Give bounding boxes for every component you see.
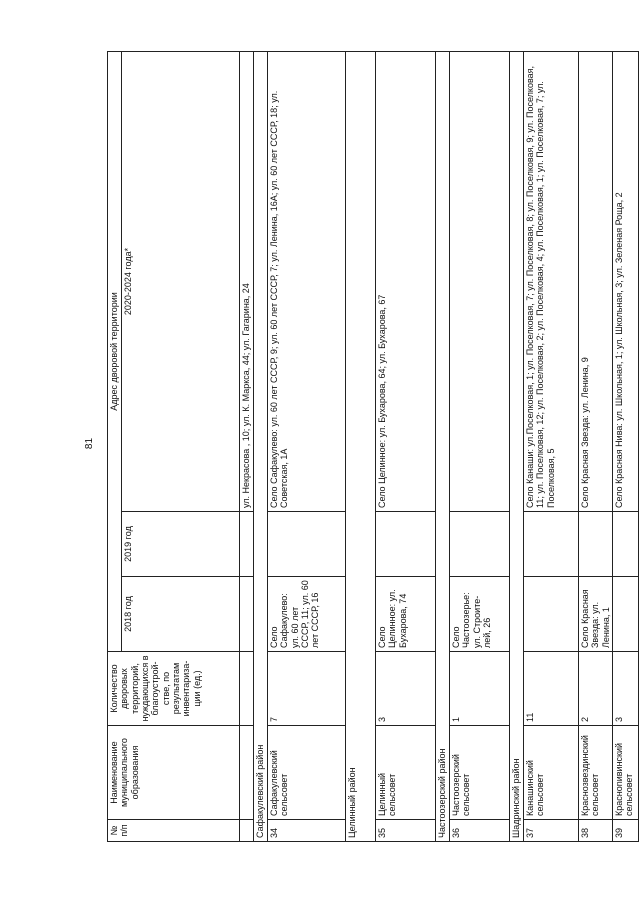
cell-num: 38 [579,820,613,842]
cell-num: 35 [376,820,436,842]
cell-name [240,726,254,820]
region-row [254,52,268,842]
table-row [579,52,613,842]
cell-count: 7 [268,652,346,726]
cell-count: 11 [524,652,579,726]
cell-y2018 [240,577,254,652]
cell-y2019 [240,512,254,577]
rotated-table-container [107,52,635,842]
cell-y2019 [579,512,613,577]
cell-name: Частоозерский сельсовет [450,726,510,820]
cell-y2019 [450,512,510,577]
page-number: 81 [84,437,96,450]
header-name: Наименование муниципального образования [108,726,240,820]
cell-y2020: ул. Некрасова , 10; ул. К. Маркса, 44; ул. Гагарина, 24 [240,52,254,512]
cell-count: 3 [376,652,436,726]
cell-y2019 [268,512,346,577]
cell-num: 36 [450,820,510,842]
region-label: Сафакулевский район [254,52,268,842]
cell-y2020: Село Сафакулево: ул. 60 лет СССР, 9; ул. 60 лет СССР, 7; ул. Ленина, 16А; ул. 60 лет СССР, 18; ул. Советская, 1А [268,52,346,512]
table-row [268,52,346,842]
cell-count: 1 [450,652,510,726]
cell-count: 2 [579,652,613,726]
cell-y2018: Село Частоозерье: ул. Строите-лей, 26 [450,577,510,652]
cell-name: Сафакулевский сельсовет [268,726,346,820]
cell-num: 37 [524,820,579,842]
cell-y2019 [376,512,436,577]
cell-count: 3 [613,652,639,726]
header-2020-2024: 2020-2024 года* [122,52,240,512]
region-label: Целинный район [346,52,376,842]
cell-name: Целинный сельсовет [376,726,436,820]
cell-name: Краснозвездинский сельсовет [579,726,613,820]
region-row [346,52,376,842]
header-2018: 2018 год [122,577,240,652]
cell-y2018: Село Целинное: ул. Бухарова, 74 [376,577,436,652]
region-row [436,52,450,842]
region-row [510,52,524,842]
cell-y2019 [524,512,579,577]
header-address-group: Адрес дворовой территории [108,52,122,652]
cell-y2020: Село Красная Звезда: ул. Ленина, 9 [579,52,613,512]
cell-num: 34 [268,820,346,842]
cell-y2018: Село Красная Звезда: ул. Ленина, 1 [579,577,613,652]
cell-y2020: Село Красная Нива: ул. Школьная, 1; ул. Школьная, 3; ул. Зеленая Роща, 2 [613,52,639,512]
table-row [450,52,510,842]
table-body [240,52,639,842]
cell-y2019 [613,512,639,577]
region-label: Шадринский район [510,52,524,842]
address-table [107,51,639,842]
cell-y2020: Село Канаши: ул.Поселковая, 1; ул. Поселковая, 7; ул. Поселковая, 8; ул. Поселковая, 9; ул. Поселковая, 11; ул. Поселковая, 12; ул. Поселковая, 2; ул. Поселковая, 4; ул. Поселковая, 1; ул. Поселковая, 7; ул. Поселковая, 5 [524,52,579,512]
cell-num [240,820,254,842]
header-count: Количество дворовых территорий, нуждающихся в благоустрой-стве, по результатам инвентариза-ции (ед.) [108,652,240,726]
cell-y2018 [613,577,639,652]
cell-y2018 [524,577,579,652]
header-num: № п/п [108,820,240,842]
header-2019: 2019 год [122,512,240,577]
cell-name: Канашинский сельсовет [524,726,579,820]
cell-num: 39 [613,820,639,842]
cell-name: Красноnивинский сельсовет [613,726,639,820]
table-row [613,52,639,842]
cell-count [240,652,254,726]
table-row [376,52,436,842]
table-row [524,52,579,842]
region-label: Частоозерский район [436,52,450,842]
cell-y2020: Село Целинное: ул. Бухарова, 64; ул. Бухарова, 67 [376,52,436,512]
cell-y2018: Село Сафакулево: ул. 60 лет СССР, 11; ул. 60 лет СССР, 16 [268,577,346,652]
cell-y2020 [450,52,510,512]
table-row [240,52,254,842]
